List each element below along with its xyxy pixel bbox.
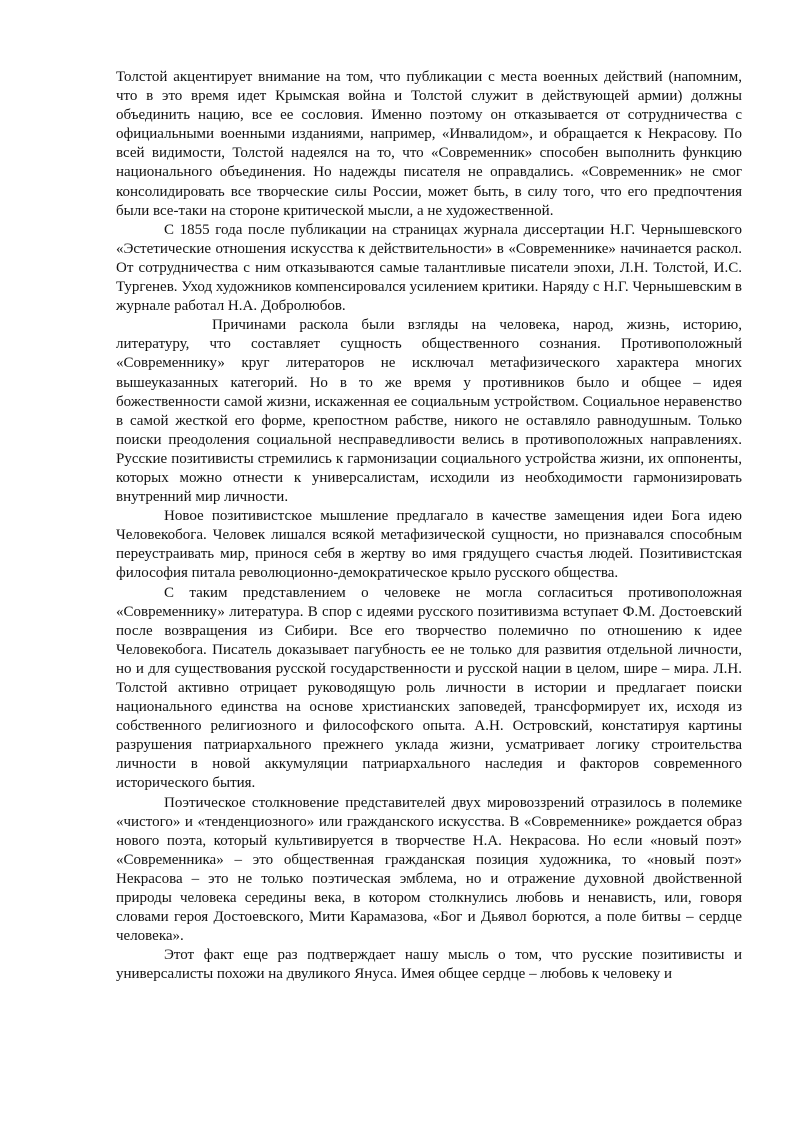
paragraph: Толстой акцентирует внимание на том, что публикации с места военных действий (напомним, что в это время идет Крымская война и Толстой служит в действующей армии) должны объединить нацию, все ее сословия. Именно поэтому он отказывается от сотрудничества с официальными военными изданиями, например, «Инвалидом», и обращается к Некрасову. По всей видимости, Толстой надеялся на то, что «Современник» способен выполнить функцию национального объединения. Но надежды писателя не оправдались. «Современник» не смог консолидировать все творческие силы России, может быть, в силу того, что его предпочтения были все-таки на стороне критической мысли, а не художественной. (116, 69, 742, 219)
document-page (116, 68, 742, 985)
paragraph: С таким представлением о человеке не могла согласиться противоположная «Современнику» литература. В спор с идеями русского позитивизма вступает Ф.М. Достоевский после возвращения из Сибири. Все его творчество полемично по отношению к идее Человекобога. Писатель доказывает пагубность ее не только для развития отдельной личности, но и для существования русской государственности и русской нации в целом, шире – мира. Л.Н. Толстой активно отрицает руководящую роль личности в истории и предлагает поиски национального единства на основе христианских заповедей, трансформирует их, исходя из собственного религиозного и философского опыта. А.Н. Островский, констатируя картины разрушения патриархального прежнего уклада жизни, усматривает логику строительства личности в новой аккумуляции патриархального наследия и факторов современного исторического бытия. (116, 584, 742, 792)
paragraph: Причинами раскола были взгляды на человека, народ, жизнь, историю, литературу, что составляет сущность общественного сознания. Противоположный «Современнику» круг литераторов не исключал метафизического характера многих вышеуказанных категорий. Но в то же время у противников было и общее – идея божественности самой жизни, искаженная ее социальным устройством. Социальное неравенство в самой жесткой его форме, крепостном рабстве, никого не оставляло равнодушным. Только поиски преодоления социальной несправедливости велись в противоположных направлениях. Русские позитивисты стремились к гармонизации социального устройства жизни, их оппоненты, которых можно отнести к универсалистам, исходили из необходимости гармонизировать внутренний мир личности. (116, 317, 742, 506)
paragraph: Этот факт еще раз подтверждает нашу мысль о том, что русские позитивисты и универсалисты похожи на двуликого Януса. Имея общее сердце – любовь к человеку и (116, 947, 742, 983)
paragraph: С 1855 года после публикации на страницах журнала диссертации Н.Г. Чернышевского «Эстетические отношения искусства к действительности» в «Современнике» начинается раскол. От сотрудничества с ним отказываются самые талантливые писатели эпохи, Л.Н. Толстой, И.С. Тургенев. Уход художников компенсировался усилением критики. Наряду с Н.Г. Чернышевским в журнале работал Н.А. Добролюбов. (116, 221, 742, 315)
paragraph: Новое позитивистское мышление предлагало в качестве замещения идеи Бога идею Человекобога. Человек лишался всякой метафизической сущности, но признавался способным переустраивать мир, принося себя в жертву во имя грядущего счастья людей. Позитивистская философия питала революционно-демократическое крыло русского общества. (116, 508, 742, 582)
paragraph: Поэтическое столкновение представителей двух мировоззрений отразилось в полемике «чистого» и «тенденциозного» или гражданского искусства. В «Современнике» рождается образ нового поэта, который культивируется в творчестве Н.А. Некрасова. Но если «новый поэт» «Современника» – это общественная гражданская позиция художника, то «новый поэт» Некрасова – это не только поэтическая эмблема, но и отражение духовной двойственной природы человека середины века, в котором столкнулись любовь и ненависть, или, говоря словами героя Достоевского, Мити Карамазова, «Бог и Дьявол борются, а поле битвы – сердце человека». (116, 794, 742, 945)
